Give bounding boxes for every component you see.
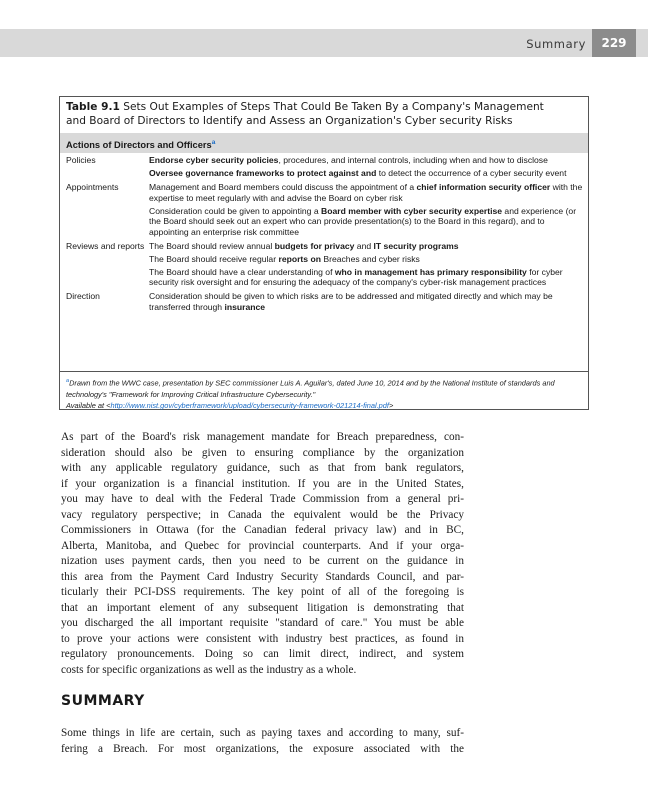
row-item: The Board should review annual budgets for privacy and IT security programs <box>149 240 459 251</box>
summary-paragraph <box>61 726 464 757</box>
text-line: fering a Breach. For most organizations, the exposure associated with the <box>61 742 464 755</box>
section-heading: SUMMARY <box>61 693 145 709</box>
column-header-text: Actions of Directors and Officers <box>66 140 212 151</box>
row-label: Policies <box>66 155 96 165</box>
footnote-available: Available at < <box>66 401 111 411</box>
body-paragraph <box>61 430 464 678</box>
table-caption <box>60 97 588 131</box>
text-line: Commissioners in Ottawa (for the Canadian federal privacy law) and in BC, <box>61 524 464 536</box>
row-item: Consideration should be given to which risks are to be addressed and mitigated directly and which may be transferred through insurance <box>149 291 553 312</box>
text-line: to prove your actions were consistent with industry best practices, as found in <box>61 632 464 645</box>
row-item: The Board should receive regular reports on Breaches and cyber risks <box>149 253 420 264</box>
text-line: that an important element of any subsequent litigation is demonstrating that <box>61 601 464 614</box>
table-9-1 <box>59 96 589 410</box>
row-label: Appointments <box>66 182 119 192</box>
text-line: with any applicable regulatory guidance, such as that from bank regulators, <box>61 462 464 474</box>
text-line: nization uses payment cards, then you need to be current on the guidance in <box>61 555 464 567</box>
row-item: Management and Board members could discuss the appointment of a chief information security officer with the expertise to meet regularly with and advise the Board on cyber risk <box>149 182 583 203</box>
running-header-section: Summary <box>526 37 586 51</box>
footnote-mark: a <box>66 378 70 384</box>
row-label: Reviews and reports <box>66 240 145 251</box>
text-line: you may have to deal with the Federal Trade Commission from a general pri- <box>61 493 464 505</box>
table-row <box>60 155 588 181</box>
table-row <box>60 241 588 291</box>
footnote-text: Drawn from the WWC case, presentation by SEC commissioner Luis A. Aguilar's, dated June 10, 2014 and by the National Institute of standards and technology's "Framework for Improving Critical Infrastructure Cybersecurity." <box>66 378 555 399</box>
text-line: if your organization is a financial institution. If you are in the United States, <box>61 477 464 490</box>
text-line: sideration should also be given to ensuring compliance by the organization <box>61 446 464 459</box>
text-line: you discharged the all important requisite "standard of care." You must be able <box>61 617 464 629</box>
row-item: Consideration could be given to appointing a Board member with cyber security expertise and experience (or the Board should seek out an expert who can provide presentation(s) to the Board in this regard), and to appointing an enterprise risk committee <box>149 205 577 237</box>
table-caption-line-2: and Board of Directors to Identify and Assess an Organization's Cyber security Risks <box>66 115 513 127</box>
running-header <box>0 29 648 57</box>
table-number: Table 9.1 <box>66 101 120 113</box>
table-row <box>60 291 588 315</box>
text-line: this area from the Payment Card Industry Security Standards Council, and par- <box>61 570 464 583</box>
footnote-link[interactable]: http://www.nist.gov/cyberframework/upload/cybersecurity-framework-021214-final.pdf <box>110 401 389 411</box>
footnote-close: > <box>388 401 394 411</box>
page-number: 229 <box>592 29 636 57</box>
table-rows <box>60 153 588 315</box>
text-line: vacy regulatory perspective; in Canada the equivalent would be the Privacy <box>61 508 464 521</box>
text-line: regulatory pronouncements. Doing so can limit direct, indirect, and system <box>61 648 464 660</box>
row-item: The Board should have a clear understanding of who in management has primary responsibility for cyber security risk oversight and for ensuring the adequacy of the company's cyber-risk management practices <box>149 266 563 287</box>
text-line: Alberta, Manitoba, and Quebec for provincial counterparts. And if your orga- <box>61 539 464 552</box>
row-item: Endorse cyber security policies, procedures, and internal controls, including when and how to disclose <box>149 155 548 165</box>
table-row <box>60 182 588 240</box>
table-caption-line-1: Sets Out Examples of Steps That Could Be Taken By a Company's Management <box>123 101 544 113</box>
column-header-note: a <box>211 139 216 146</box>
table-footnote <box>60 371 588 409</box>
text-line: Some things in life are certain, such as paying taxes and according to many, suf- <box>61 727 464 739</box>
table-column-header <box>60 133 588 153</box>
text-line: ticularly their PCI-DSS requirements. The key point of all of the foregoing is <box>61 586 464 598</box>
row-label: Direction <box>66 291 100 301</box>
text-line: As part of the Board's risk management mandate for Breach preparedness, con- <box>61 431 464 443</box>
row-item: Oversee governance frameworks to protect against and to detect the occurrence of a cyber security event <box>149 168 567 178</box>
text-line: costs for specific organizations as well as the industry as a whole. <box>61 663 357 676</box>
